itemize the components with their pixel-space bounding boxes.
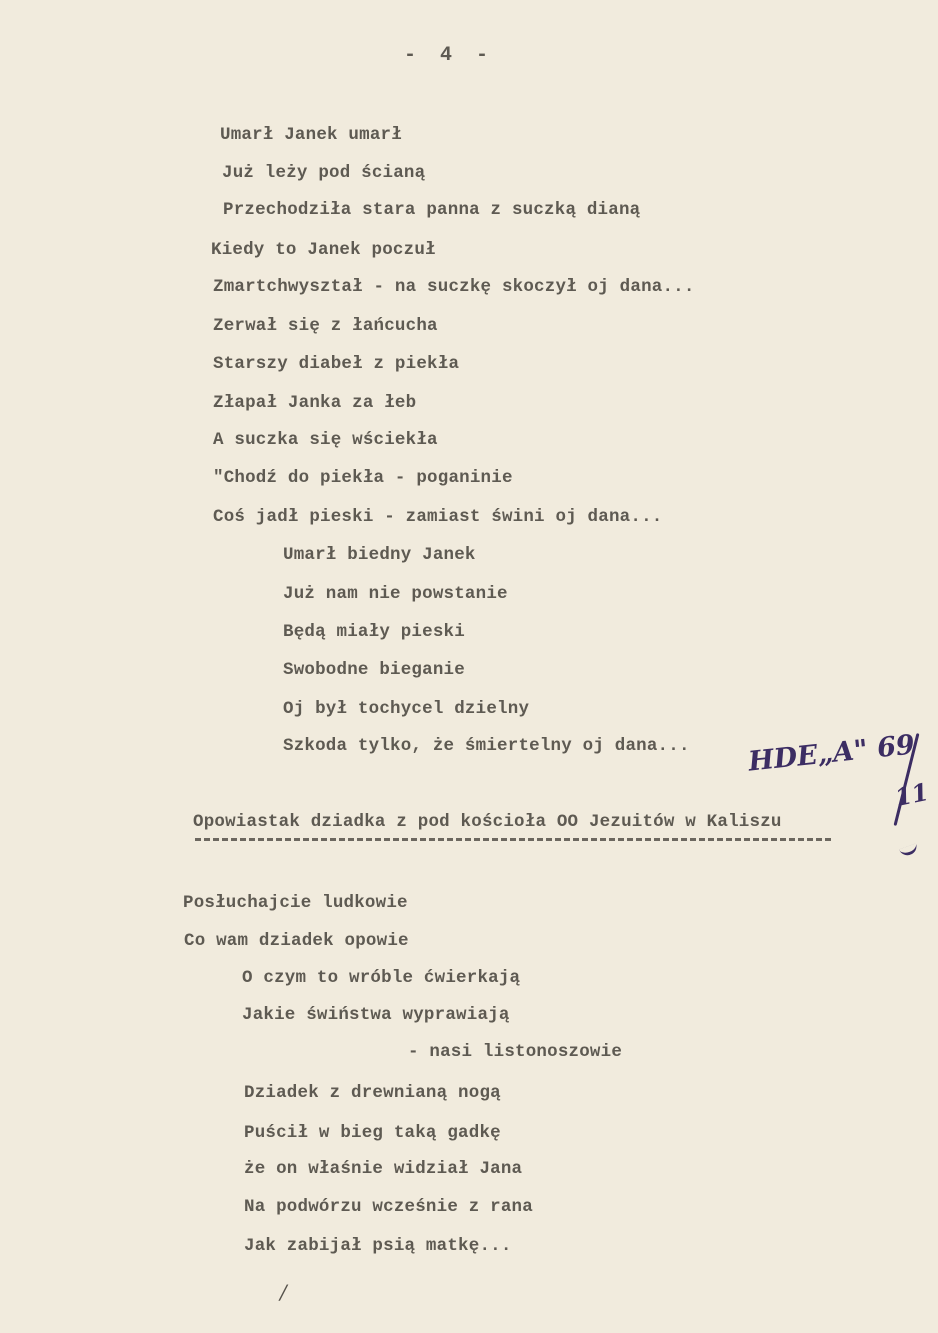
poem-line: Na podwórzu wcześnie z rana bbox=[244, 1197, 533, 1217]
poem-line: Zerwał się z łańcucha bbox=[213, 316, 438, 336]
poem-line: Jak zabijał psią matkę... bbox=[244, 1236, 512, 1256]
poem-line: Starszy diabeł z piekła bbox=[213, 354, 460, 374]
poem-line: O czym to wróble ćwierkają bbox=[242, 968, 521, 988]
poem-line: Posłuchajcie ludkowie bbox=[183, 893, 408, 913]
poem-line: Puścił w bieg taką gadkę bbox=[244, 1123, 501, 1143]
poem-line: Będą miały pieski bbox=[283, 622, 465, 642]
poem-line: Jakie świństwa wyprawiają bbox=[242, 1005, 510, 1025]
section-title-underline bbox=[195, 838, 831, 841]
poem-line: Coś jadł pieski - zamiast świni oj dana... bbox=[213, 507, 663, 527]
handwritten-fraction: 11 bbox=[892, 776, 932, 813]
poem-line: że on właśnie widział Jana bbox=[244, 1159, 523, 1179]
poem-line: - nasi listonoszowie bbox=[408, 1042, 623, 1062]
poem-line: Umarł Janek umarł bbox=[220, 125, 402, 145]
poem-line: A suczka się wściekła bbox=[213, 430, 438, 450]
poem-line: Już leży pod ścianą bbox=[222, 163, 426, 183]
poem-line: Dziadek z drewnianą nogą bbox=[244, 1083, 501, 1103]
poem-line: Przechodziła stara panna z suczką dianą bbox=[223, 200, 641, 220]
poem-line: Kiedy to Janek poczuł bbox=[211, 240, 436, 260]
handwritten-tick bbox=[899, 843, 919, 858]
poem-line: "Chodź do piekła - poganinie bbox=[213, 468, 513, 488]
page-number: - 4 - bbox=[404, 44, 495, 67]
poem-line: Złapał Janka za łeb bbox=[213, 393, 417, 413]
poem-line: Co wam dziadek opowie bbox=[184, 931, 409, 951]
poem-line: Szkoda tylko, że śmiertelny oj dana... bbox=[283, 736, 690, 756]
bottom-pencil-mark: / bbox=[280, 1280, 287, 1304]
poem-line: Umarł biedny Janek bbox=[283, 545, 476, 565]
poem-line: Oj był tochycel dzielny bbox=[283, 699, 530, 719]
section-title: Opowiastak dziadka z pod kościoła OO Jezuitów w Kaliszu bbox=[193, 812, 782, 832]
poem-line: Już nam nie powstanie bbox=[283, 584, 508, 604]
poem-line: Zmartchwyształ - na suczkę skoczył oj dana... bbox=[213, 277, 695, 297]
poem-line: Swobodne bieganie bbox=[283, 660, 465, 680]
handwritten-archive-note: HDE„A" 69 bbox=[746, 729, 917, 778]
